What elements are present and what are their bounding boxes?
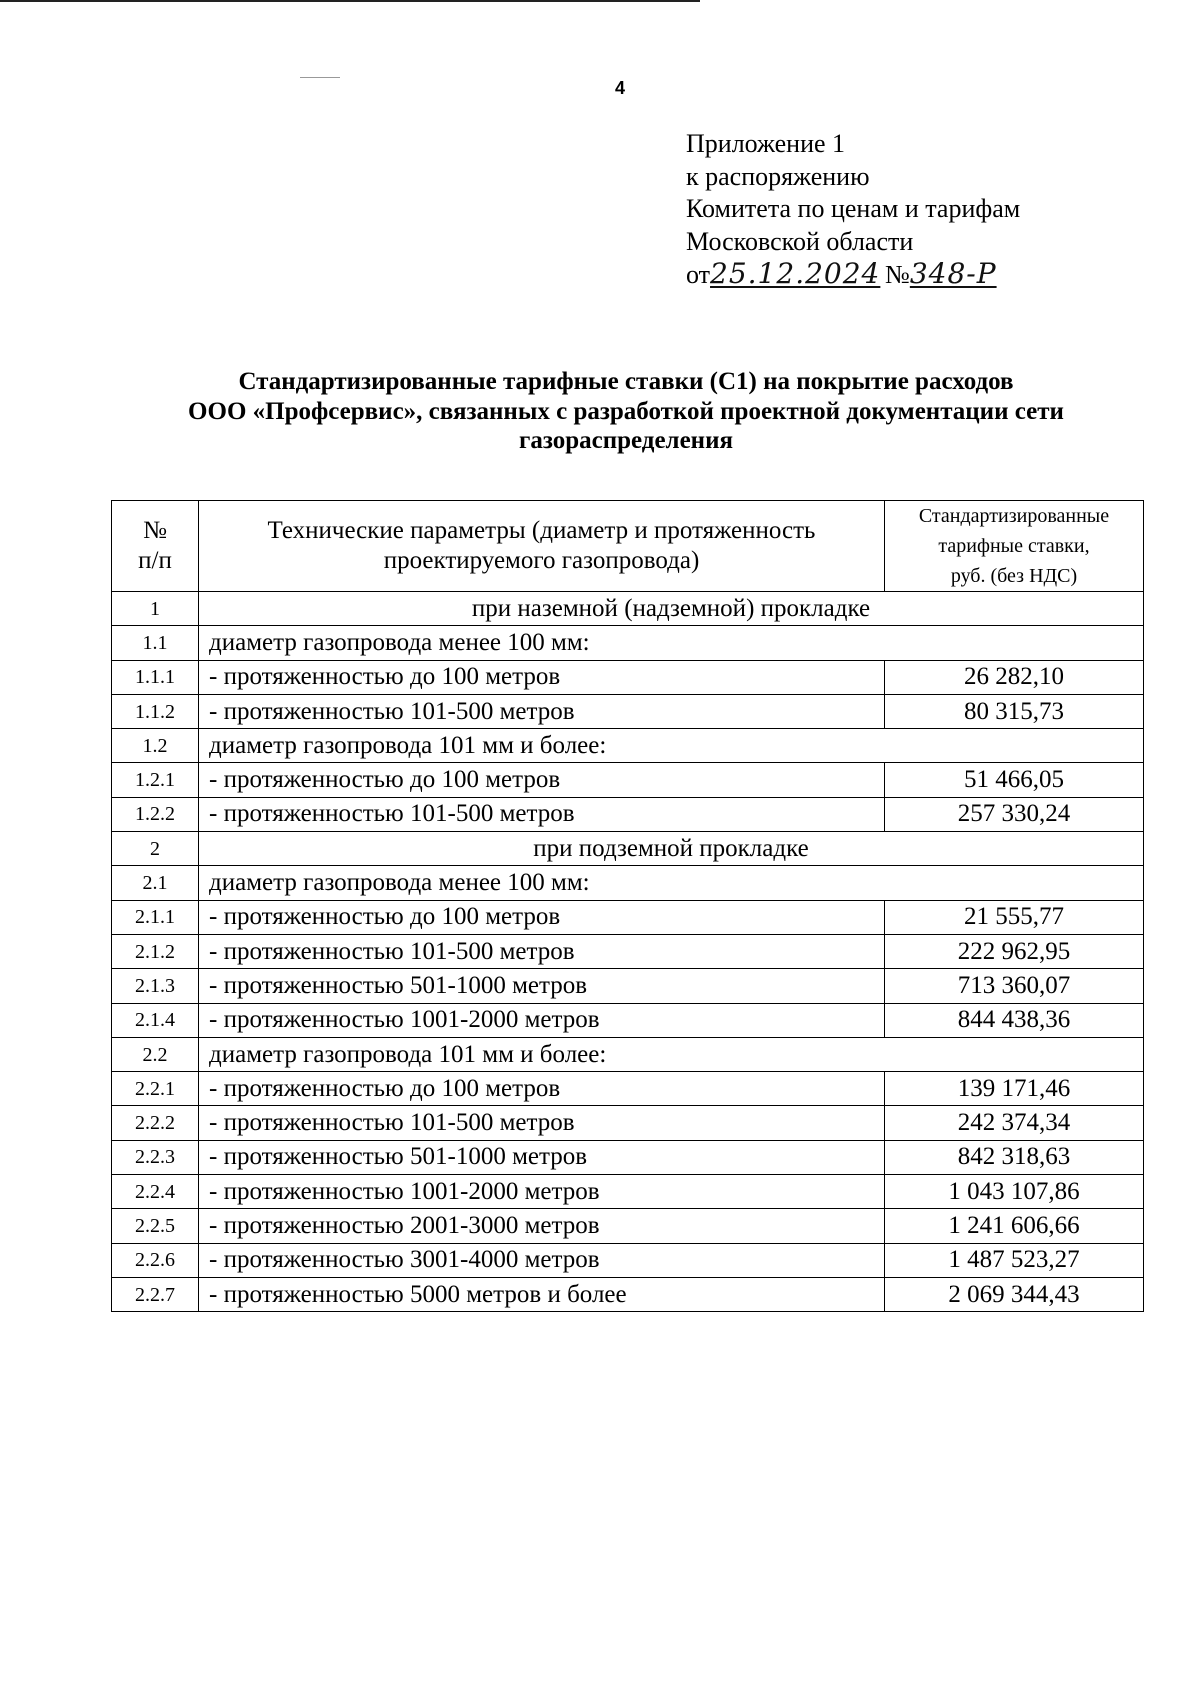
table-header-row <box>112 501 1144 592</box>
title-line-1: Стандартизированные тарифные ставки (С1) на покрытие расходов <box>238 368 1014 395</box>
group-title: диаметр газопровода 101 мм и более: <box>199 1037 1144 1071</box>
handwritten-number: 348-Р <box>909 257 997 290</box>
table-row-group <box>112 729 1144 763</box>
header-parameters <box>199 501 885 592</box>
row-rate-value: 139 171,46 <box>885 1072 1144 1106</box>
table-row-item <box>112 694 1144 728</box>
appendix-line-4: Московской области <box>686 226 914 256</box>
row-number: 2.1.2 <box>112 934 199 968</box>
row-description: - протяженностью 1001-2000 метров <box>199 1003 885 1037</box>
row-rate-value: 1 487 523,27 <box>885 1243 1144 1277</box>
date-prefix: от <box>686 260 711 289</box>
header-rates-line-3: руб. (без НДС) <box>950 565 1078 587</box>
title-line-3: газораспределения <box>518 427 734 454</box>
table-row-item <box>112 1140 1144 1174</box>
row-rate-value: 257 330,24 <box>885 797 1144 831</box>
group-title: диаметр газопровода менее 100 мм: <box>199 866 1144 900</box>
row-description: - протяженностью 3001-4000 метров <box>199 1243 885 1277</box>
row-number: 1.2.2 <box>112 797 199 831</box>
table-row-item <box>112 797 1144 831</box>
table-row-section <box>112 592 1144 626</box>
row-number: 2.2.7 <box>112 1277 199 1311</box>
table-row-item <box>112 1106 1144 1140</box>
title-line-2: ООО «Профсервис», связанных с разработкой проектной документации сети <box>188 397 1064 425</box>
table-row-group <box>112 866 1144 900</box>
table-body <box>112 592 1144 1312</box>
row-rate-value: 844 438,36 <box>885 1003 1144 1037</box>
header-number-line-1: № <box>143 517 167 544</box>
row-rate-value: 842 318,63 <box>885 1140 1144 1174</box>
row-rate-value: 80 315,73 <box>885 694 1144 728</box>
header-number <box>112 501 199 592</box>
row-number: 2.1 <box>112 866 199 900</box>
row-number: 2 <box>112 832 199 866</box>
table-row-item <box>112 1175 1144 1209</box>
row-number: 2.2 <box>112 1037 199 1071</box>
appendix-block <box>686 128 1020 292</box>
table-row-group <box>112 626 1144 660</box>
header-parameters-line-2: проектируемого газопровода) <box>383 547 700 574</box>
document-title <box>112 367 1140 456</box>
row-number: 2.2.5 <box>112 1209 199 1243</box>
row-description: - протяженностью до 100 метров <box>199 660 885 694</box>
scan-artifact-line <box>0 0 700 2</box>
row-number: 1.2.1 <box>112 763 199 797</box>
row-description: - протяженностью 101-500 метров <box>199 694 885 728</box>
row-number: 2.2.4 <box>112 1175 199 1209</box>
row-number: 2.2.1 <box>112 1072 199 1106</box>
row-rate-value: 1 043 107,86 <box>885 1175 1144 1209</box>
appendix-line-2: к распоряжению <box>686 161 870 191</box>
row-rate-value: 2 069 344,43 <box>885 1277 1144 1311</box>
table-row-section <box>112 832 1144 866</box>
row-number: 2.2.2 <box>112 1106 199 1140</box>
tariff-table <box>111 500 1144 1312</box>
appendix-line-3: Комитета по ценам и тарифам <box>686 194 1021 223</box>
table-row-item <box>112 1243 1144 1277</box>
table-row-item <box>112 1072 1144 1106</box>
group-title: диаметр газопровода 101 мм и более: <box>199 729 1144 763</box>
header-rates-line-2: тарифные ставки, <box>938 535 1090 557</box>
row-number: 2.1.4 <box>112 1003 199 1037</box>
table-row-group <box>112 1037 1144 1071</box>
row-rate-value: 242 374,34 <box>885 1106 1144 1140</box>
row-rate-value: 1 241 606,66 <box>885 1209 1144 1243</box>
row-description: - протяженностью 2001-3000 метров <box>199 1209 885 1243</box>
table-row-item <box>112 660 1144 694</box>
table-row-item <box>112 900 1144 934</box>
row-rate-value: 21 555,77 <box>885 900 1144 934</box>
appendix-date-line <box>686 258 1020 292</box>
table-row-item <box>112 934 1144 968</box>
row-description: - протяженностью до 100 метров <box>199 763 885 797</box>
table-row-item <box>112 1003 1144 1037</box>
handwritten-date: 25.12.2024 <box>710 257 881 290</box>
row-number: 1.1.1 <box>112 660 199 694</box>
row-number: 1 <box>112 592 199 626</box>
section-title: при подземной прокладке <box>199 832 1144 866</box>
appendix-line-1: Приложение 1 <box>686 129 846 158</box>
row-number: 2.1.1 <box>112 900 199 934</box>
row-description: - протяженностью 101-500 метров <box>199 934 885 968</box>
table-row-item <box>112 1277 1144 1311</box>
row-description: - протяженностью до 100 метров <box>199 900 885 934</box>
row-number: 1.2 <box>112 729 199 763</box>
row-rate-value: 26 282,10 <box>885 660 1144 694</box>
row-rate-value: 51 466,05 <box>885 763 1144 797</box>
table-row-item <box>112 969 1144 1003</box>
page-number: 4 <box>614 78 625 98</box>
row-description: - протяженностью 5000 метров и более <box>199 1277 885 1311</box>
header-number-line-2: п/п <box>138 547 172 574</box>
row-number: 1.1 <box>112 626 199 660</box>
section-title: при наземной (надземной) прокладке <box>199 592 1144 626</box>
row-description: - протяженностью до 100 метров <box>199 1072 885 1106</box>
row-number: 2.2.6 <box>112 1243 199 1277</box>
row-description: - протяженностью 101-500 метров <box>199 797 885 831</box>
row-rate-value: 222 962,95 <box>885 934 1144 968</box>
row-description: - протяженностью 501-1000 метров <box>199 1140 885 1174</box>
row-number: 2.2.3 <box>112 1140 199 1174</box>
row-description: - протяженностью 101-500 метров <box>199 1106 885 1140</box>
number-prefix: № <box>885 260 910 289</box>
row-number: 1.1.2 <box>112 694 199 728</box>
table-row-item <box>112 763 1144 797</box>
header-rates <box>885 501 1144 592</box>
header-parameters-line-1: Технические параметры (диаметр и протяженность <box>267 517 816 544</box>
row-description: - протяженностью 501-1000 метров <box>199 969 885 1003</box>
row-rate-value: 713 360,07 <box>885 969 1144 1003</box>
header-rates-line-1: Стандартизированные <box>918 505 1110 527</box>
row-number: 2.1.3 <box>112 969 199 1003</box>
group-title: диаметр газопровода менее 100 мм: <box>199 626 1144 660</box>
row-description: - протяженностью 1001-2000 метров <box>199 1175 885 1209</box>
table-row-item <box>112 1209 1144 1243</box>
